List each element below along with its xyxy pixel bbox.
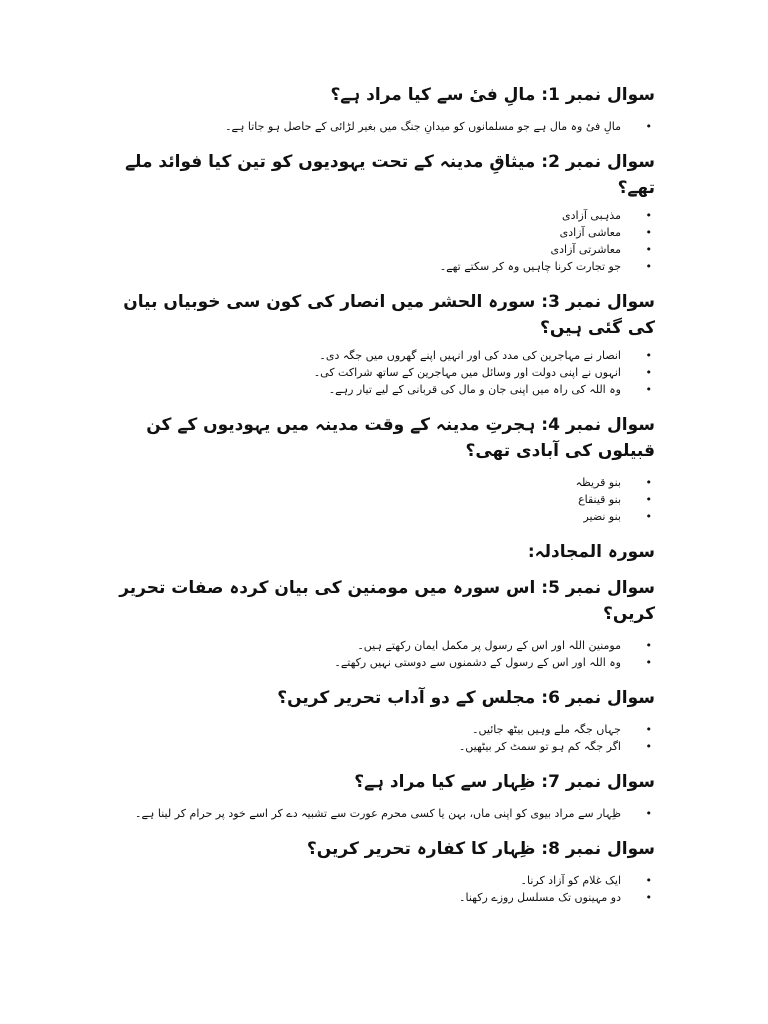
answer-list [110,872,655,906]
question-7 [110,769,655,822]
question-2 [110,149,655,275]
question-6 [110,685,655,755]
bullet-icon: • [645,349,652,362]
list-item [110,654,655,671]
bullet-icon: • [645,243,652,256]
bullet-icon: • [645,874,652,887]
list-item-text: بنو قینقاع [578,493,621,506]
bullet-icon: • [645,807,652,820]
bullet-icon: • [645,740,652,753]
question-heading: سوال نمبر 4: ہجرتِ مدینہ کے وقت مدینہ میں یہودیوں کے کن قبیلوں کی آبادی تھی؟ [146,415,655,461]
list-item [110,207,655,224]
question-4 [110,412,655,525]
surah-heading: سورہ المجادلہ: [527,542,655,562]
list-item-text: جہاں جگہ ملے وہیں بیٹھ جائیں۔ [472,723,621,736]
answer-list [110,637,655,671]
list-item [110,721,655,738]
list-item-text: بنو قریظہ [575,476,621,489]
list-item-text: ظِہار سے مراد بیوی کو اپنی ماں، بہن یا کسی محرم عورت سے تشبیہ دے کر اسے خود پر حرام کر لینا ہے۔ [135,807,621,820]
question-heading: سوال نمبر 1: مالِ فیٔ سے کیا مراد ہے؟ [330,85,655,105]
list-item [110,381,655,398]
bullet-icon: • [645,639,652,652]
bullet-icon: • [645,260,652,273]
list-item [110,241,655,258]
bullet-icon: • [645,723,652,736]
question-heading: سوال نمبر 3: سورہ الحشر میں انصار کی کون سی خوبیاں بیان کی گئی ہیں؟ [123,292,655,338]
bullet-icon: • [645,476,652,489]
list-item [110,805,655,822]
list-item [110,637,655,654]
answer-list [110,805,655,822]
answer-list [110,347,655,398]
list-item [110,474,655,491]
bullet-icon: • [645,493,652,506]
bullet-icon: • [645,120,652,133]
list-item [110,508,655,525]
bullet-icon: • [645,226,652,239]
document-page [110,82,655,920]
question-8 [110,836,655,906]
list-item [110,224,655,241]
list-item-text: ایک غلام کو آزاد کرنا۔ [520,874,621,887]
list-item [110,258,655,275]
answer-list [110,118,655,135]
question-heading: سوال نمبر 6: مجلس کے دو آداب تحریر کریں؟ [277,688,655,708]
list-item-text: انصار نے مہاجرین کی مدد کی اور انہیں اپنے گھروں میں جگہ دی۔ [319,349,621,362]
question-heading: سوال نمبر 2: میثاقِ مدینہ کے تحت یہودیوں کو تین کیا فوائد ملے تھے؟ [125,152,655,198]
question-5 [110,575,655,671]
question-heading: سوال نمبر 8: ظِہار کا کفارہ تحریر کریں؟ [306,839,655,859]
list-item [110,118,655,135]
list-item [110,889,655,906]
list-item-text: مذہبی آزادی [561,209,621,222]
answer-list [110,721,655,755]
bullet-icon: • [645,510,652,523]
bullet-icon: • [645,891,652,904]
list-item [110,738,655,755]
list-item-text: دو مہینوں تک مسلسل روزے رکھنا۔ [459,891,621,904]
list-item-text: مالِ فیٔ وہ مال ہے جو مسلمانوں کو میدانِ جنگ میں بغیر لڑائی کے حاصل ہو جاتا ہے۔ [225,120,621,133]
question-1 [110,82,655,135]
list-item [110,491,655,508]
list-item-text: جو تجارت کرنا چاہیں وہ کر سکتے تھے۔ [439,260,621,273]
list-item [110,872,655,889]
bullet-icon: • [645,209,652,222]
list-item-text: بنو نضیر [583,510,621,523]
list-item [110,364,655,381]
list-item-text: اگر جگہ کم ہو تو سمٹ کر بیٹھیں۔ [458,740,621,753]
question-heading: سوال نمبر 7: ظِہار سے کیا مراد ہے؟ [354,772,655,792]
list-item-text: وہ اللہ کی راہ میں اپنی جان و مال کی قربانی کے لیے تیار رہے۔ [328,383,621,396]
list-item-text: مومنین اللہ اور اس کے رسول پر مکمل ایمان رکھتے ہیں۔ [357,639,621,652]
bullet-icon: • [645,366,652,379]
list-item-text: انہوں نے اپنی دولت اور وسائل میں مہاجرین کے ساتھ شراکت کی۔ [313,366,621,379]
list-item-text: وہ اللہ اور اس کے رسول کے دشمنوں سے دوستی نہیں رکھتے۔ [334,656,621,669]
bullet-icon: • [645,656,652,669]
question-heading: سوال نمبر 5: اس سورہ میں مومنین کی بیان کردہ صفات تحریر کریں؟ [119,578,655,624]
list-item [110,347,655,364]
bullet-icon: • [645,383,652,396]
list-item-text: معاشرتی آزادی [550,243,621,256]
answer-list [110,207,655,275]
list-item-text: معاشی آزادی [559,226,621,239]
question-3 [110,289,655,398]
answer-list [110,474,655,525]
